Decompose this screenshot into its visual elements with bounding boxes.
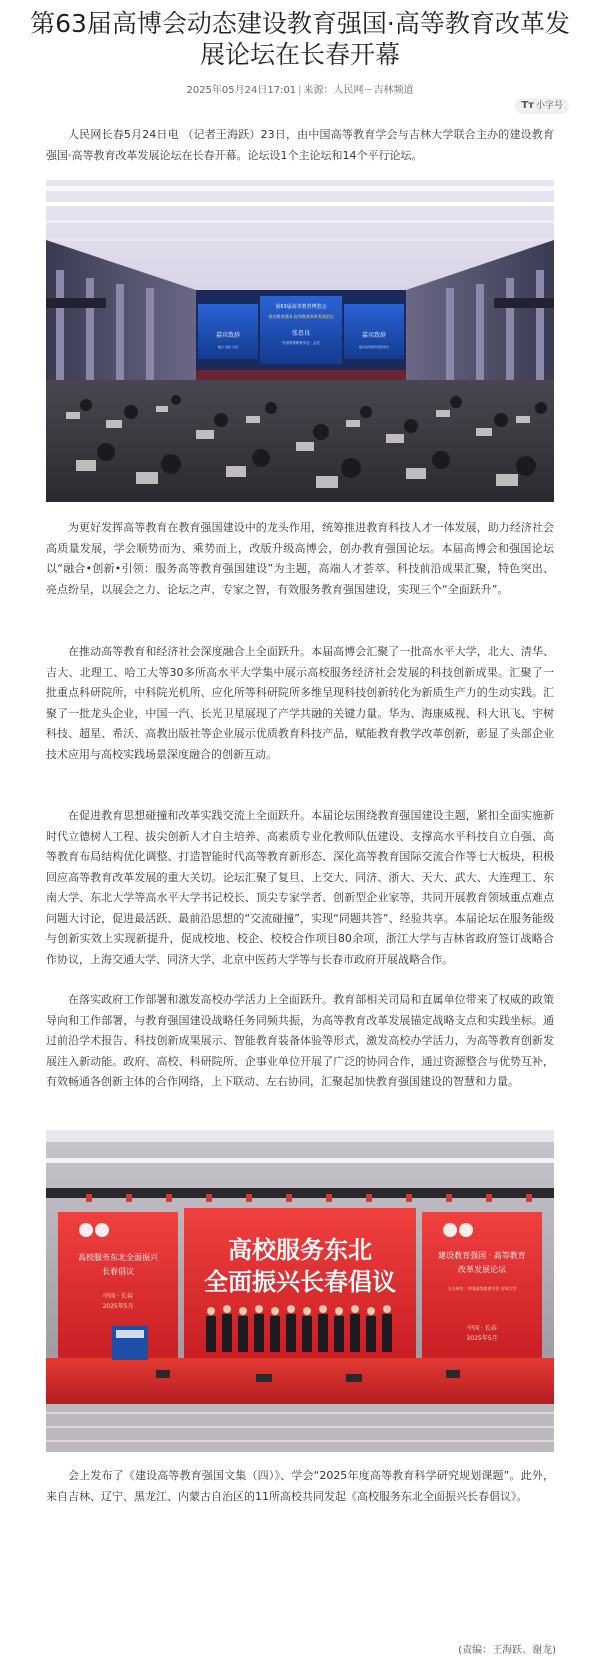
right-panel-line2: 改革发展论坛 [458, 1265, 506, 1274]
screen-left-label: 嘉宾致辞 [215, 332, 241, 339]
main-title-line1: 高校服务东北 [228, 1236, 372, 1264]
paragraph-integration: 在推动高等教育和经济社会深度融合上全面跃升。本届高博会汇聚了一批高水平大学，北大、清华、吉大、北理工、哈工大等30多所高水平大学集中展示高校服务经济社会发展的科技创新成果。汇聚了一批重点科研院所，中科院光机所、应化所等科研院所多维呈现科技创新转化为新质生产力的生动实践。汇聚了一批龙头企业，中国一汽、长光卫星展现了产学共融的关键力量。华为、海康威视、科大讯飞、宇树科技、超星、希沃、高教出版社等企业展示优质教育科技产品，赋能教育教学改革创新，彰显了头部企业技术应用与高校实践场景深度融合的创新互动。 [46, 645, 554, 761]
left-panel-line2: 长春倡议 [102, 1267, 134, 1276]
screen-side-left-text: 融合·创新·引领 [218, 345, 238, 349]
article-title: 第63届高博会动态建设教育强国·高等教育改革发展论坛在长春开幕 [30, 9, 570, 69]
font-size-toggle-label: 小字号 [535, 101, 563, 111]
right-panel-line1: 建设教育强国 · 高等教育 [438, 1251, 526, 1260]
screen-main-mid-text: 建设教育强国·高等教育改革发展论坛 [268, 314, 334, 319]
screen-center-sub: 中国高等教育学会 · 会长 [281, 341, 321, 345]
article-meta [0, 84, 600, 98]
paragraph-exchange: 在促进教育思想碰撞和改革实践交流上全面跃升。本届论坛围绕教育强国建设主题，紧扣全面实施新时代立德树人工程、拔尖创新人才自主培养、高素质专业化教师队伍建设、支撑高水平科技自立自强、高等教育布局结构优化调整、打造智能时代高等教育新形态、深化高等教育国际交流合作等七大板块，积极回应高等教育改革发展的重大关切。论坛汇聚了复旦、上交大、同济、浙大、天大、武大、大连理工、东南大学、东北大学等高水平大学书记校长、顶尖专家学者、创新型企业家等，共同开展教育领域重点难点问题大讨论，促进最活跃、最前沿思想的“交流碰撞”，实现“同题共答”、经验共享。本届论坛在服务能级与创新实效上实现新提升，促成校地、校企、校校合作项目80余项，浙江大学与吉林省政府签订战略合作协议，上海交通大学、同济大学、北京中医药大学等与长春市政府开展战略合作。 [46, 809, 554, 966]
left-panel-place: 中国 · 长春 [103, 1293, 133, 1300]
paragraph-policy: 在落实政府工作部署和激发高校办学活力上全面跃升。教育部相关司局和直属单位带来了权威的政策导向和工作部署，与教育强国建设战略任务同频共振，为高等教育改革发展锚定战略支点和实践坐标。通过前沿学术报告、科技创新成果展示、智能教育装备体验等形式，激发高校办学活力，为高等教育创新发展注入新动能。政府、高校、科研院所、企事业单位开展了广泛的协同合作，通过资源整合与优势互补，有效畅通各创新主体的合作网络，上下联动、左右协同，汇聚起加快教育强国建设的智慧和力量。 [46, 993, 554, 1088]
screen-center-label: 张思良 [291, 330, 311, 337]
publish-date: 2025年05月24日17:01 [186, 85, 297, 96]
screen-right-label: 嘉宾致辞 [361, 332, 387, 339]
source-link[interactable]: 人民网－吉林频道 [333, 85, 414, 96]
paragraph-lead: 人民网长春5月24日电 （记者王海跃）23日，由中国高等教育学会与吉林大学联合主办的建设教育强国·高等教育改革发展论坛在长春开幕。论坛设1个主论坛和14个平行论坛。 [46, 128, 554, 162]
right-panel-date: 2025年5月 [466, 1335, 498, 1342]
meta-separator: | [298, 85, 302, 96]
left-panel-line1: 高校服务东北全面振兴 [78, 1253, 158, 1262]
font-size-toggle-button[interactable] [515, 98, 569, 114]
source-label: 来源： [303, 85, 334, 96]
main-title-line2: 全面振兴长春倡议 [204, 1268, 396, 1296]
screen-main-top-text: 第63届高等教育博览会 [275, 304, 327, 310]
paragraph-release: 会上发布了《建设高等教育强国文集（四）》、学会“2025年度高等教育科学研究规划课题”。此外，来自吉林、辽宁、黑龙江、内蒙古自治区的11所高校共同发起《高校服务东北全面振兴长春倡议》。 [46, 1469, 554, 1503]
right-panel-org: 主办单位：中国高等教育学会 吉林大学 [447, 1286, 517, 1291]
photo-forum-hall [46, 180, 554, 502]
editor-credit: (责编：王海跃、谢龙) [458, 1645, 556, 1656]
photo-initiative-stage [46, 1130, 554, 1452]
paragraph-background: 为更好发挥高等教育在教育强国建设中的龙头作用，统筹推进教育科技人才一体发展，助力经济社会高质量发展，学会顺势而为、乘势而上，改版升级高博会，创办教育强国论坛。本届高博会和强国论坛以“融合•创新•引领：服务高等教育强国建设”为主题，高端人才荟萃、科技前沿成果汇聚，特色突出、亮点纷呈，以展会之力、论坛之声、专家之智，有效服务教育强国建设，实现三个“全面跃升”。 [46, 521, 554, 596]
right-panel-place: 中国 · 长春 [467, 1325, 497, 1332]
screen-side-right-text: 服务高等教育强国建设 [358, 345, 390, 349]
left-panel-date: 2025年5月 [102, 1303, 134, 1310]
font-size-icon: Tт [521, 100, 534, 111]
